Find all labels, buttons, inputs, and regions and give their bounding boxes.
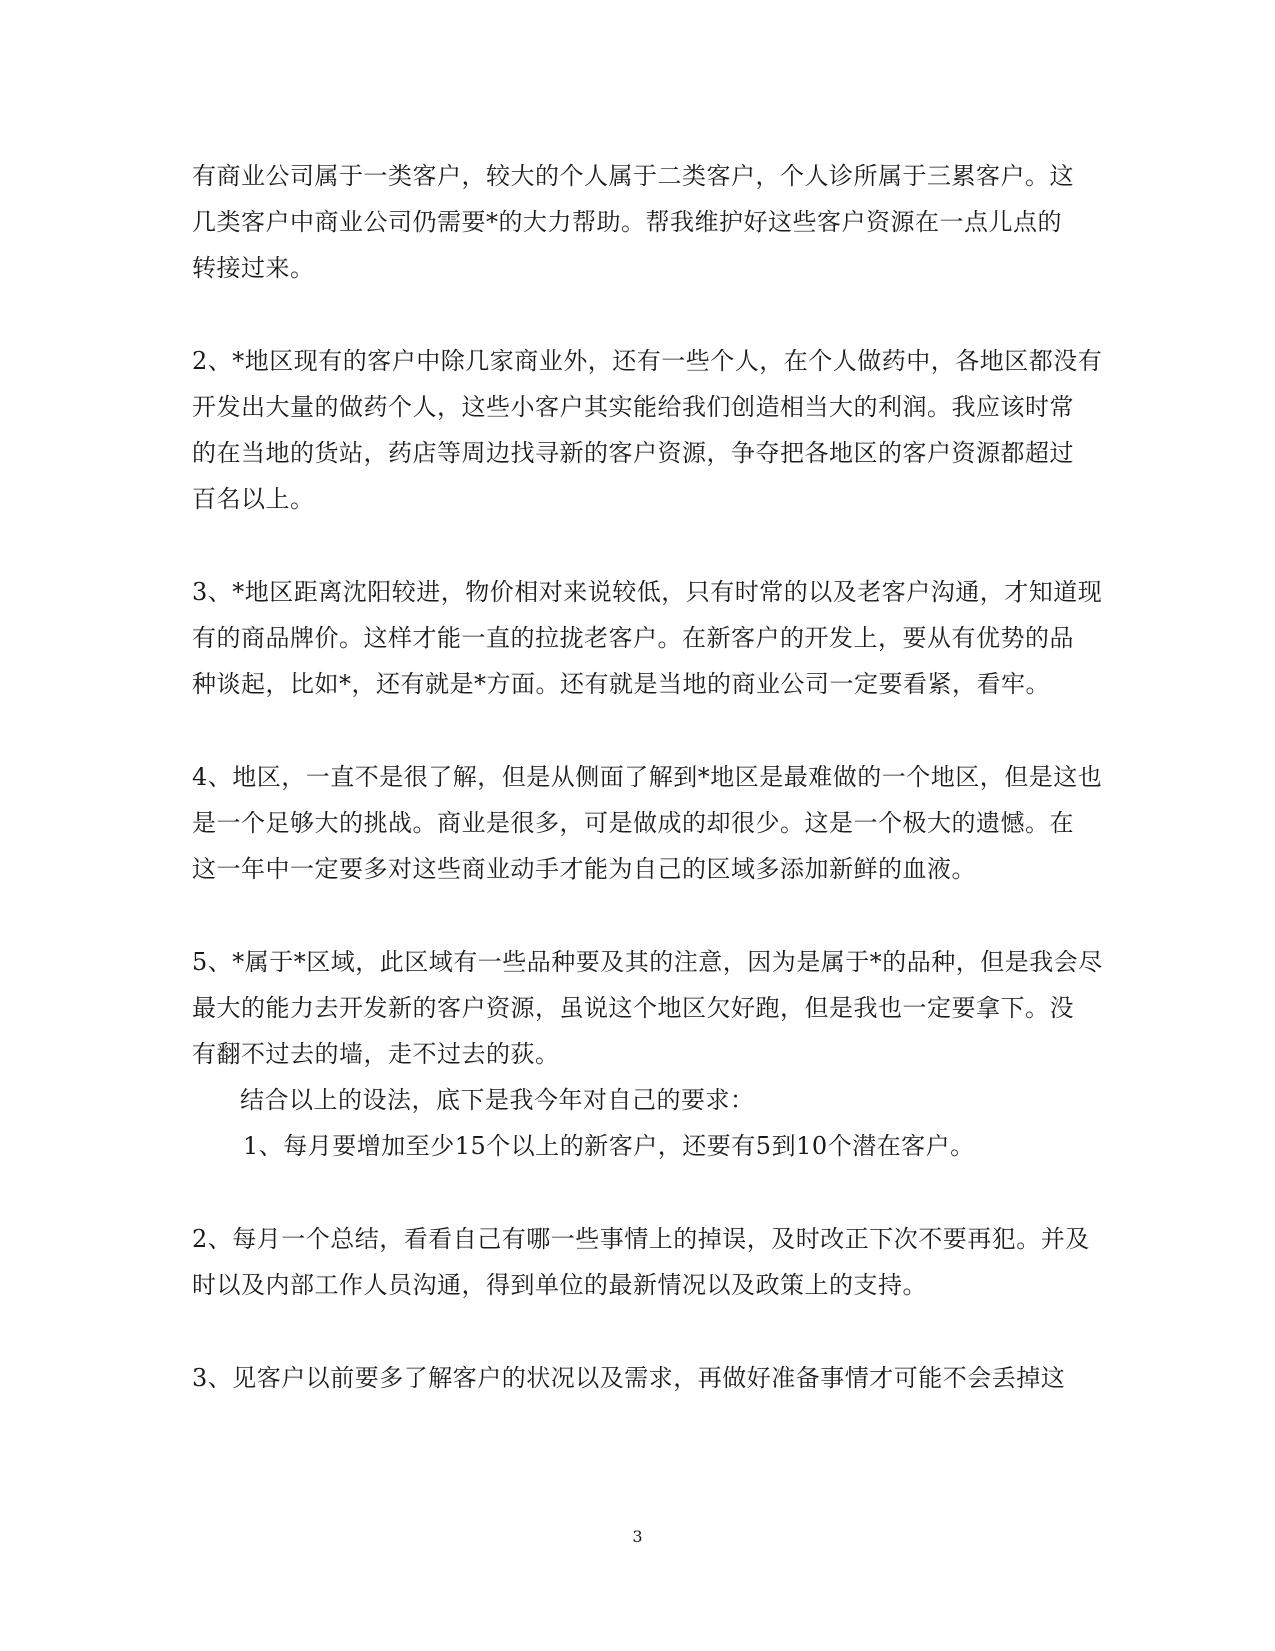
text-line: 有商业公司属于一类客户，较大的个人属于二类客户，个人诊所属于三累客户。这 [192, 162, 1074, 190]
text-line: 时以及内部工作人员沟通，得到单位的最新情况以及政策上的支持。 [192, 1271, 927, 1299]
text-line: 结合以上的设法，底下是我今年对自己的要求： [240, 1086, 755, 1114]
text-line: 1、每月要增加至少15个以上的新客户，还要有5到10个潜在客户。 [243, 1132, 975, 1160]
page-number: 3 [632, 1527, 643, 1546]
text-line: 3、见客户以前要多了解客户的状况以及需求，再做好准备事情才可能不会丢掉这 [192, 1364, 1066, 1392]
text-line: 百名以上。 [192, 485, 315, 513]
text-line: 种谈起，比如*，还有就是*方面。还有就是当地的商业公司一定要看紧，看牢。 [192, 670, 1050, 698]
text-line: 3、*地区距离沈阳较进，物价相对来说较低，只有时常的以及老客户沟通，才知道现 [192, 578, 1103, 606]
text-line: 4、地区，一直不是很了解，但是从侧面了解到*地区是最难做的一个地区，但是这也 [192, 763, 1103, 791]
text-line: 这一年中一定要多对这些商业动手才能为自己的区域多添加新鲜的血液。 [192, 855, 976, 883]
text-line: 开发出大量的做药个人，这些小客户其实能给我们创造相当大的利润。我应该时常 [192, 393, 1074, 421]
text-line: 2、每月一个总结，看看自己有哪一些事情上的掉误，及时改正下次不要再犯。并及 [192, 1225, 1090, 1253]
text-line: 有翻不过去的墙，走不过去的荻。 [192, 1040, 560, 1068]
text-line: 转接过来。 [192, 254, 315, 282]
text-line: 有的商品牌价。这样才能一直的拉拢老客户。在新客户的开发上，要从有优势的品 [192, 624, 1074, 652]
text-line: 5、*属于*区域，此区域有一些品种要及其的注意，因为是属于*的品种，但是我会尽 [192, 948, 1103, 976]
text-line: 是一个足够大的挑战。商业是很多，可是做成的却很少。这是一个极大的遗憾。在 [192, 809, 1074, 837]
text-line: 2、*地区现有的客户中除几家商业外，还有一些个人，在个人做药中，各地区都没有 [192, 347, 1103, 375]
text-line: 最大的能力去开发新的客户资源，虽说这个地区欠好跑，但是我也一定要拿下。没 [192, 994, 1074, 1022]
text-line: 的在当地的货站，药店等周边找寻新的客户资源，争夺把各地区的客户资源都超过 [192, 439, 1074, 467]
text-line: 几类客户中商业公司仍需要*的大力帮助。帮我维护好这些客户资源在一点儿点的 [192, 208, 1062, 236]
